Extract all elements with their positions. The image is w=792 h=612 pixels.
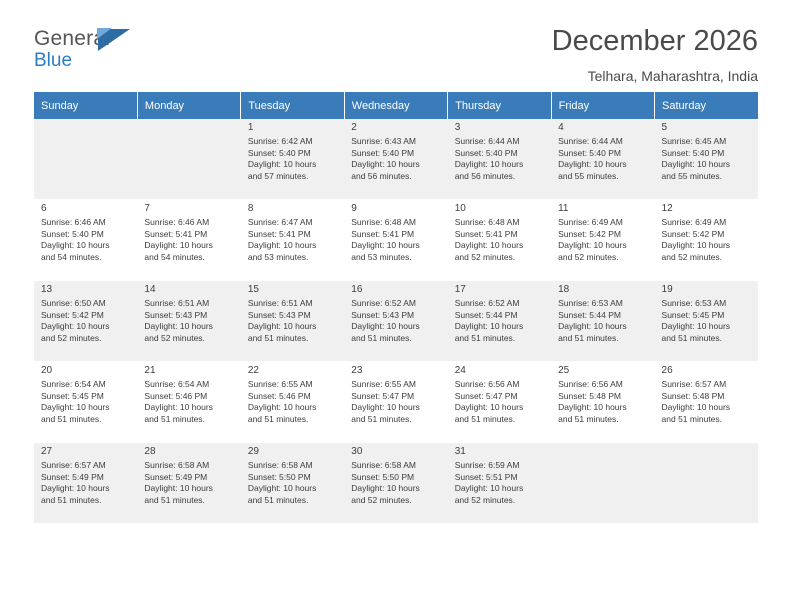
daylight-text: Daylight: 10 hours [247, 240, 317, 251]
daylight-text: and 51 minutes. [247, 494, 309, 505]
day-number: 3 [454, 122, 461, 133]
daylight-text: Daylight: 10 hours [41, 240, 110, 251]
daylight-text: and 52 minutes. [454, 251, 516, 262]
calendar-day-cell[interactable] [551, 281, 654, 362]
calendar-day-cell[interactable] [34, 200, 137, 281]
sunset-text: Sunset: 5:43 PM [144, 309, 208, 320]
day-number: 27 [41, 446, 53, 457]
daylight-text: Daylight: 10 hours [661, 402, 731, 413]
daylight-text: and 52 minutes. [558, 251, 619, 262]
calendar-week-row [34, 362, 758, 443]
calendar-day-cell[interactable] [241, 281, 344, 362]
daylight-text: and 51 minutes. [661, 332, 723, 343]
daylight-text: Daylight: 10 hours [558, 240, 627, 251]
daylight-text: and 51 minutes. [351, 332, 412, 343]
sunrise-text: Sunrise: 6:53 AM [661, 298, 727, 309]
daylight-text: Daylight: 10 hours [247, 321, 317, 332]
calendar-day-cell[interactable] [448, 119, 551, 200]
day-number: 17 [454, 284, 466, 295]
calendar-week-row [34, 119, 758, 200]
daylight-text: and 51 minutes. [247, 332, 309, 343]
day-number: 21 [144, 365, 156, 376]
sunset-text: Sunset: 5:40 PM [41, 228, 104, 239]
page-title: December 2026 [551, 25, 758, 57]
daylight-text: Daylight: 10 hours [351, 483, 420, 494]
daylight-text: and 56 minutes. [351, 170, 412, 181]
sunset-text: Sunset: 5:41 PM [351, 228, 415, 239]
daylight-text: and 53 minutes. [247, 251, 309, 262]
location-subtitle: Telhara, Maharashtra, India [587, 68, 758, 84]
daylight-text: Daylight: 10 hours [454, 483, 524, 494]
day-number: 18 [558, 284, 570, 295]
sunrise-text: Sunrise: 6:58 AM [247, 460, 313, 471]
calendar-day-cell[interactable] [551, 362, 654, 443]
sunrise-text: Sunrise: 6:44 AM [558, 136, 623, 147]
day-number: 2 [351, 122, 357, 133]
calendar-empty-cell [551, 443, 654, 524]
daylight-text: Daylight: 10 hours [351, 321, 420, 332]
sunrise-text: Sunrise: 6:58 AM [351, 460, 416, 471]
day-number: 26 [661, 365, 673, 376]
sunset-text: Sunset: 5:47 PM [454, 390, 518, 401]
sunrise-text: Sunrise: 6:59 AM [454, 460, 520, 471]
sunrise-text: Sunrise: 6:55 AM [247, 379, 313, 390]
day-number: 12 [661, 203, 673, 214]
sunset-text: Sunset: 5:51 PM [454, 471, 518, 482]
daylight-text: Daylight: 10 hours [144, 240, 213, 251]
general-blue-logo [34, 28, 214, 82]
calendar-body [34, 119, 758, 524]
sunrise-text: Sunrise: 6:43 AM [351, 136, 416, 147]
calendar-day-cell[interactable] [344, 362, 447, 443]
sunset-text: Sunset: 5:44 PM [454, 309, 518, 320]
weekday-header-thursday: Thursday [448, 92, 551, 119]
daylight-text: and 51 minutes. [558, 413, 619, 424]
sunset-text: Sunset: 5:49 PM [41, 471, 104, 482]
calendar-empty-cell [137, 119, 240, 200]
logo-text-blue: Blue [34, 50, 73, 71]
daylight-text: Daylight: 10 hours [41, 402, 110, 413]
sunset-text: Sunset: 5:41 PM [454, 228, 518, 239]
calendar-day-cell[interactable] [655, 200, 758, 281]
calendar-day-cell[interactable] [448, 200, 551, 281]
sunset-text: Sunset: 5:43 PM [351, 309, 415, 320]
sunrise-text: Sunrise: 6:49 AM [558, 217, 623, 228]
daylight-text: Daylight: 10 hours [351, 402, 420, 413]
sunrise-text: Sunrise: 6:47 AM [247, 217, 313, 228]
daylight-text: Daylight: 10 hours [661, 159, 731, 170]
daylight-text: and 57 minutes. [247, 170, 309, 181]
sunset-text: Sunset: 5:43 PM [247, 309, 311, 320]
sunrise-text: Sunrise: 6:48 AM [351, 217, 416, 228]
day-number: 9 [351, 203, 357, 214]
day-number: 8 [247, 203, 254, 214]
day-number: 31 [454, 446, 466, 457]
daylight-text: and 52 minutes. [351, 494, 412, 505]
sunrise-text: Sunrise: 6:49 AM [661, 217, 727, 228]
sunrise-text: Sunrise: 6:48 AM [454, 217, 520, 228]
day-number: 25 [558, 365, 570, 376]
sunset-text: Sunset: 5:41 PM [247, 228, 311, 239]
day-number: 13 [41, 284, 53, 295]
day-number: 24 [454, 365, 466, 376]
daylight-text: and 55 minutes. [661, 170, 723, 181]
calendar-day-cell[interactable] [34, 443, 137, 524]
title-block [552, 24, 758, 84]
page-header [34, 0, 758, 92]
weekday-header-monday: Monday [137, 92, 240, 119]
calendar-day-cell[interactable] [137, 443, 240, 524]
daylight-text: Daylight: 10 hours [558, 321, 627, 332]
day-number: 7 [144, 203, 150, 214]
calendar-day-cell[interactable] [34, 362, 137, 443]
daylight-text: and 55 minutes. [558, 170, 619, 181]
logo-text-general: General [34, 27, 111, 50]
calendar-day-cell[interactable] [137, 200, 240, 281]
calendar-week-row [34, 200, 758, 281]
calendar-table [34, 92, 758, 524]
calendar-day-cell[interactable] [551, 119, 654, 200]
day-number: 16 [351, 284, 363, 295]
sunrise-text: Sunrise: 6:53 AM [558, 298, 623, 309]
daylight-text: Daylight: 10 hours [144, 483, 213, 494]
weekday-header-friday: Friday [551, 92, 654, 119]
daylight-text: and 51 minutes. [454, 332, 516, 343]
sunset-text: Sunset: 5:48 PM [558, 390, 621, 401]
sunset-text: Sunset: 5:40 PM [661, 147, 725, 158]
daylight-text: and 51 minutes. [41, 494, 102, 505]
sunset-text: Sunset: 5:46 PM [144, 390, 208, 401]
day-number: 22 [247, 365, 259, 376]
sunrise-text: Sunrise: 6:46 AM [144, 217, 210, 228]
calendar-day-cell[interactable] [655, 362, 758, 443]
sunrise-text: Sunrise: 6:50 AM [41, 298, 106, 309]
daylight-text: Daylight: 10 hours [661, 240, 731, 251]
day-number: 11 [558, 203, 569, 214]
daylight-text: Daylight: 10 hours [661, 321, 731, 332]
daylight-text: and 51 minutes. [247, 413, 309, 424]
sunset-text: Sunset: 5:45 PM [661, 309, 725, 320]
daylight-text: Daylight: 10 hours [454, 240, 524, 251]
day-number: 23 [351, 365, 363, 376]
sunrise-text: Sunrise: 6:44 AM [454, 136, 520, 147]
weekday-header-saturday: Saturday [655, 92, 758, 119]
day-number: 15 [247, 284, 259, 295]
calendar-day-cell[interactable] [551, 200, 654, 281]
sunset-text: Sunset: 5:40 PM [558, 147, 621, 158]
daylight-text: and 51 minutes. [454, 413, 516, 424]
calendar-day-cell[interactable] [655, 281, 758, 362]
day-number: 4 [558, 122, 564, 133]
sunrise-text: Sunrise: 6:56 AM [558, 379, 623, 390]
daylight-text: Daylight: 10 hours [247, 483, 317, 494]
weekday-header-sunday: Sunday [34, 92, 137, 119]
daylight-text: and 51 minutes. [41, 413, 102, 424]
sunrise-text: Sunrise: 6:56 AM [454, 379, 520, 390]
day-number: 19 [661, 284, 673, 295]
calendar-day-cell[interactable] [655, 119, 758, 200]
sunrise-text: Sunrise: 6:46 AM [41, 217, 106, 228]
sunset-text: Sunset: 5:41 PM [144, 228, 208, 239]
sunset-text: Sunset: 5:42 PM [41, 309, 104, 320]
flag-highlight-icon [97, 28, 112, 39]
sunrise-text: Sunrise: 6:45 AM [661, 136, 727, 147]
daylight-text: Daylight: 10 hours [247, 402, 317, 413]
daylight-text: Daylight: 10 hours [558, 402, 627, 413]
calendar-day-cell[interactable] [344, 200, 447, 281]
daylight-text: Daylight: 10 hours [454, 402, 524, 413]
sunrise-text: Sunrise: 6:55 AM [351, 379, 416, 390]
calendar-day-cell[interactable] [241, 362, 344, 443]
weekday-header-tuesday: Tuesday [241, 92, 344, 119]
sunset-text: Sunset: 5:44 PM [558, 309, 621, 320]
sunset-text: Sunset: 5:40 PM [247, 147, 311, 158]
calendar-day-cell[interactable] [34, 281, 137, 362]
daylight-text: Daylight: 10 hours [558, 159, 627, 170]
sunrise-text: Sunrise: 6:54 AM [144, 379, 210, 390]
calendar-day-cell[interactable] [448, 362, 551, 443]
daylight-text: Daylight: 10 hours [454, 159, 524, 170]
day-number: 6 [41, 203, 47, 214]
calendar-empty-cell [34, 119, 137, 200]
sunset-text: Sunset: 5:49 PM [144, 471, 208, 482]
daylight-text: Daylight: 10 hours [351, 240, 420, 251]
day-number: 5 [661, 122, 668, 133]
daylight-text: and 53 minutes. [351, 251, 412, 262]
calendar-day-cell[interactable] [241, 119, 344, 200]
daylight-text: and 54 minutes. [144, 251, 205, 262]
sunset-text: Sunset: 5:46 PM [247, 390, 311, 401]
daylight-text: Daylight: 10 hours [351, 159, 420, 170]
sunrise-text: Sunrise: 6:52 AM [351, 298, 416, 309]
calendar-empty-cell [655, 443, 758, 524]
sunrise-text: Sunrise: 6:57 AM [661, 379, 727, 390]
daylight-text: and 51 minutes. [144, 413, 205, 424]
sunrise-text: Sunrise: 6:51 AM [144, 298, 210, 309]
sunset-text: Sunset: 5:45 PM [41, 390, 104, 401]
weekday-header-row [34, 92, 758, 119]
sunrise-text: Sunrise: 6:57 AM [41, 460, 106, 471]
sunrise-text: Sunrise: 6:51 AM [247, 298, 313, 309]
day-number: 14 [144, 284, 156, 295]
weekday-header-wednesday: Wednesday [344, 92, 447, 119]
sunset-text: Sunset: 5:50 PM [247, 471, 311, 482]
day-number: 1 [247, 122, 254, 133]
sunset-text: Sunset: 5:47 PM [351, 390, 415, 401]
calendar-day-cell[interactable] [137, 281, 240, 362]
daylight-text: and 51 minutes. [144, 494, 205, 505]
sunset-text: Sunset: 5:42 PM [661, 228, 725, 239]
sunset-text: Sunset: 5:48 PM [661, 390, 725, 401]
calendar-week-row [34, 443, 758, 524]
sunrise-text: Sunrise: 6:58 AM [144, 460, 210, 471]
daylight-text: Daylight: 10 hours [144, 402, 213, 413]
sunset-text: Sunset: 5:40 PM [351, 147, 415, 158]
day-number: 20 [41, 365, 53, 376]
daylight-text: and 51 minutes. [351, 413, 412, 424]
daylight-text: Daylight: 10 hours [144, 321, 213, 332]
calendar-day-cell[interactable] [448, 443, 551, 524]
daylight-text: and 54 minutes. [41, 251, 102, 262]
daylight-text: and 52 minutes. [144, 332, 205, 343]
calendar-week-row [34, 281, 758, 362]
calendar-day-cell[interactable] [241, 443, 344, 524]
sunrise-text: Sunrise: 6:42 AM [247, 136, 313, 147]
calendar-day-cell[interactable] [241, 200, 344, 281]
daylight-text: and 51 minutes. [661, 413, 723, 424]
calendar-day-cell[interactable] [448, 281, 551, 362]
sunrise-text: Sunrise: 6:54 AM [41, 379, 106, 390]
calendar-day-cell[interactable] [344, 281, 447, 362]
daylight-text: Daylight: 10 hours [41, 321, 110, 332]
day-number: 28 [144, 446, 156, 457]
sunset-text: Sunset: 5:50 PM [351, 471, 415, 482]
calendar-day-cell[interactable] [344, 119, 447, 200]
daylight-text: Daylight: 10 hours [41, 483, 110, 494]
daylight-text: and 52 minutes. [661, 251, 723, 262]
sunset-text: Sunset: 5:42 PM [558, 228, 621, 239]
daylight-text: and 52 minutes. [41, 332, 102, 343]
calendar-day-cell[interactable] [137, 362, 240, 443]
day-number: 30 [351, 446, 363, 457]
daylight-text: Daylight: 10 hours [454, 321, 524, 332]
calendar-day-cell[interactable] [344, 443, 447, 524]
daylight-text: and 51 minutes. [558, 332, 619, 343]
sunset-text: Sunset: 5:40 PM [454, 147, 518, 158]
daylight-text: and 52 minutes. [454, 494, 516, 505]
day-number: 10 [454, 203, 466, 214]
day-number: 29 [247, 446, 259, 457]
daylight-text: Daylight: 10 hours [247, 159, 317, 170]
sunrise-text: Sunrise: 6:52 AM [454, 298, 520, 309]
daylight-text: and 56 minutes. [454, 170, 516, 181]
